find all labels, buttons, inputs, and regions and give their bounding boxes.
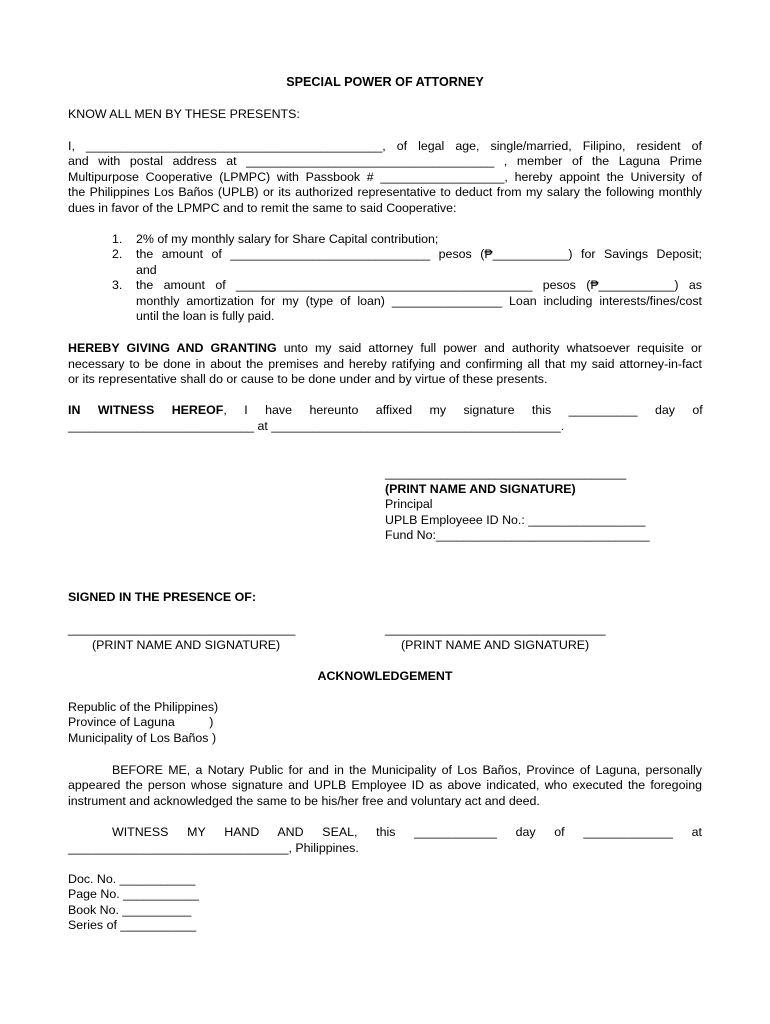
hereby-line-2: necessary to be done in about the premises and hereby ratifying and confirming all that my said attorney-in-fact	[68, 357, 702, 371]
item-2-number: 2.	[112, 247, 123, 261]
witness-line-2: ___________________________ at __________________________________________.	[68, 419, 565, 433]
book-no-field: Book No. __________	[68, 903, 192, 917]
witness-hand-line-2: ________________________________, Philippines.	[68, 841, 359, 855]
witness-right-label: (PRINT NAME AND SIGNATURE)	[401, 638, 590, 652]
know-all-heading: KNOW ALL MEN BY THESE PRESENTS:	[68, 107, 300, 121]
item-2-text-cont: and	[136, 263, 157, 277]
page-no-field: Page No. ___________	[68, 887, 199, 901]
intro-line-1: I, ___________________________________________, of legal age, single/married, Filipino, resident of	[68, 139, 702, 153]
witness-left-label: (PRINT NAME AND SIGNATURE)	[92, 638, 281, 652]
employee-id-field: UPLB Employeee ID No.: _________________	[385, 513, 646, 527]
intro-line-3: Multipurpose Cooperative (LPMPC) with Passbook # __________________, hereby appoint the University of	[68, 170, 702, 184]
principal-signature-line: ___________________________________	[385, 466, 627, 480]
item-1-number: 1.	[112, 232, 123, 246]
witness-hand-line-1: WITNESS MY HAND AND SEAL, this ____________ day of _____________ at	[112, 825, 702, 839]
item-3-text-cont: monthly amortization for my (type of loan) ________________ Loan including interests/fines/cost	[136, 294, 702, 308]
item-3-text-end: until the loan is fully paid.	[136, 309, 275, 323]
item-1-text: 2% of my monthly salary for Share Capital contribution;	[136, 232, 439, 246]
fund-no-field: Fund No:_______________________________	[385, 528, 650, 542]
principal-role: Principal	[385, 497, 433, 511]
acknowledgement-heading: ACKNOWLEDGEMENT	[317, 669, 453, 683]
hereby-line-3: or its representative shall do or cause to be done under and by virtue of these presents.	[68, 372, 548, 386]
series-field: Series of ___________	[68, 918, 197, 932]
before-me-line-3: instrument and acknowledged the same to be his/her free and voluntary act and deed.	[68, 794, 540, 808]
witness-rest: , I have hereunto affixed my signature this __________ day of	[223, 403, 703, 417]
document-title: SPECIAL POWER OF ATTORNEY	[286, 75, 484, 89]
hereby-rest: unto my said attorney full power and authority whatsoever requisite or	[276, 341, 703, 355]
venue-republic: Republic of the Philippines)	[68, 700, 219, 714]
hereby-bold: HEREBY GIVING AND GRANTING	[68, 341, 277, 355]
witness-line-1	[68, 403, 702, 417]
intro-line-2: and with postal address at ____________________________________ , member of the Laguna Prime	[68, 154, 702, 168]
intro-line-4: the Philippines Los Baños (UPLB) or its authorized representative to deduct from my salary the following monthly	[68, 185, 702, 199]
venue-province: Province of Laguna )	[68, 715, 214, 729]
witness-right-signature-line: ________________________________	[385, 622, 606, 636]
witness-left-signature-line: _________________________________	[68, 622, 296, 636]
venue-municipality: Municipality of Los Baños )	[68, 731, 217, 745]
item-3-number: 3.	[112, 278, 123, 292]
hereby-line-1	[68, 341, 702, 355]
before-me-line-1: BEFORE ME, a Notary Public for and in the Municipality of Los Baños, Province of Laguna, personally	[112, 763, 702, 777]
presence-heading: SIGNED IN THE PRESENCE OF:	[68, 590, 256, 604]
item-2-text: the amount of _____________________________ pesos (₱___________) for Savings Deposit;	[136, 247, 702, 261]
before-me-line-2: appeared the person whose signature and UPLB Employee ID as above indicated, who executed the foregoing	[68, 778, 702, 792]
witness-bold: IN WITNESS HEREOF	[68, 403, 224, 417]
intro-line-5: dues in favor of the LPMPC and to remit the same to said Cooperative:	[68, 201, 457, 215]
doc-no-field: Doc. No. ___________	[68, 872, 196, 886]
principal-label: (PRINT NAME AND SIGNATURE)	[385, 482, 576, 496]
item-3-text: the amount of ___________________________________________ pesos (₱___________) as	[136, 278, 702, 292]
